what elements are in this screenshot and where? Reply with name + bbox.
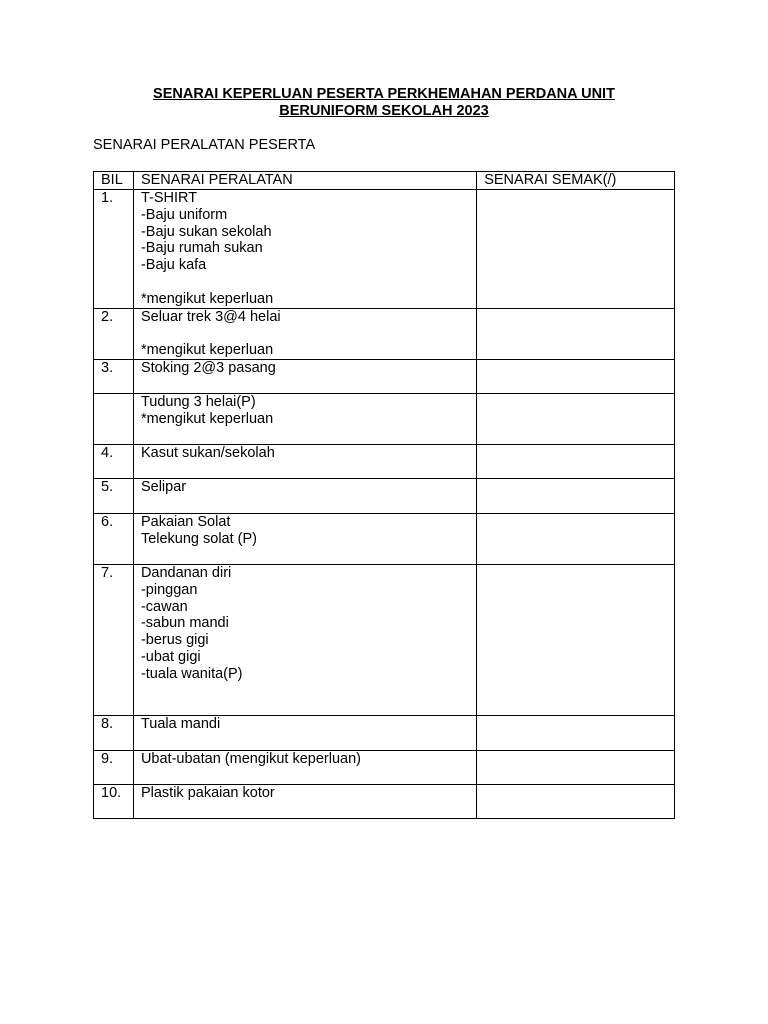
item-line: Tudung 3 helai(P) xyxy=(140,393,256,410)
item-line: -sabun mandi xyxy=(140,615,229,632)
table-row xyxy=(94,513,675,564)
table-body xyxy=(94,190,675,819)
row-items xyxy=(133,359,476,393)
row-items xyxy=(133,444,476,478)
table-row xyxy=(94,715,675,750)
row-number: 6. xyxy=(94,513,134,564)
checklist-cell[interactable] xyxy=(477,715,675,750)
row-number xyxy=(94,393,134,444)
row-number: 5. xyxy=(94,478,134,513)
row-items xyxy=(133,750,476,784)
item-line: *mengikut keperluan xyxy=(140,342,274,359)
checklist-cell[interactable] xyxy=(477,190,675,309)
row-items xyxy=(133,478,476,513)
item-line: Stoking 2@3 pasang xyxy=(140,359,276,376)
row-number: 8. xyxy=(94,715,134,750)
item-line: -ubat gigi xyxy=(140,648,201,665)
document-title xyxy=(0,86,768,120)
header-semak: SENARAI SEMAK(/) xyxy=(477,172,675,190)
header-bil: BIL xyxy=(94,172,134,190)
checklist-cell[interactable] xyxy=(477,308,675,359)
checklist-cell[interactable] xyxy=(477,444,675,478)
item-line: Kasut sukan/sekolah xyxy=(140,444,275,461)
item-line: T-SHIRT xyxy=(140,190,198,206)
item-line: Telekung solat (P) xyxy=(140,530,258,547)
table-header-row xyxy=(94,172,675,190)
header-peralatan: SENARAI PERALATAN xyxy=(133,172,476,190)
table-row xyxy=(94,393,675,444)
blank-line xyxy=(141,325,476,342)
item-line: Plastik pakaian kotor xyxy=(140,784,275,801)
item-line: -Baju rumah sukan xyxy=(140,240,263,257)
blank-line xyxy=(141,274,476,291)
checklist-cell[interactable] xyxy=(477,393,675,444)
title-line-1: SENARAI KEPERLUAN PESERTA PERKHEMAHAN PERDANA UNIT xyxy=(153,86,615,102)
item-line: -cawan xyxy=(140,598,188,615)
item-line: -berus gigi xyxy=(140,632,209,649)
table-row xyxy=(94,784,675,818)
item-line: Seluar trek 3@4 helai xyxy=(140,308,281,325)
item-line: Pakaian Solat xyxy=(140,513,231,530)
checklist-cell[interactable] xyxy=(477,750,675,784)
row-number: 1. xyxy=(94,190,134,309)
item-line: *mengikut keperluan xyxy=(140,410,274,427)
row-items xyxy=(133,564,476,715)
section-heading: SENARAI PERALATAN PESERTA xyxy=(93,137,316,153)
checklist-cell[interactable] xyxy=(477,478,675,513)
checklist-cell[interactable] xyxy=(477,784,675,818)
item-line: Dandanan diri xyxy=(140,564,232,581)
checklist-cell[interactable] xyxy=(477,513,675,564)
row-items xyxy=(133,393,476,444)
item-line: *mengikut keperluan xyxy=(140,290,274,307)
item-line: Ubat-ubatan (mengikut keperluan) xyxy=(140,750,361,767)
table-row xyxy=(94,750,675,784)
table-row xyxy=(94,478,675,513)
table-row xyxy=(94,444,675,478)
row-number: 7. xyxy=(94,564,134,715)
title-line-2: BERUNIFORM SEKOLAH 2023 xyxy=(279,103,489,119)
item-line: -tuala wanita(P) xyxy=(140,665,243,682)
row-number: 3. xyxy=(94,359,134,393)
item-line: -pinggan xyxy=(140,581,198,598)
item-line: -Baju sukan sekolah xyxy=(140,223,272,240)
table-row xyxy=(94,359,675,393)
table-row xyxy=(94,190,675,309)
row-items xyxy=(133,513,476,564)
table-row xyxy=(94,564,675,715)
item-line: -Baju uniform xyxy=(140,206,228,223)
row-number: 9. xyxy=(94,750,134,784)
checklist-cell[interactable] xyxy=(477,359,675,393)
row-items xyxy=(133,715,476,750)
item-line: Selipar xyxy=(140,478,187,495)
item-line: -Baju kafa xyxy=(140,257,207,274)
item-line: Tuala mandi xyxy=(140,715,221,732)
checklist-cell[interactable] xyxy=(477,564,675,715)
row-number: 2. xyxy=(94,308,134,359)
equipment-table xyxy=(93,171,675,819)
row-items xyxy=(133,190,476,309)
row-items xyxy=(133,308,476,359)
table-row xyxy=(94,308,675,359)
row-number: 4. xyxy=(94,444,134,478)
row-items xyxy=(133,784,476,818)
row-number: 10. xyxy=(94,784,134,818)
